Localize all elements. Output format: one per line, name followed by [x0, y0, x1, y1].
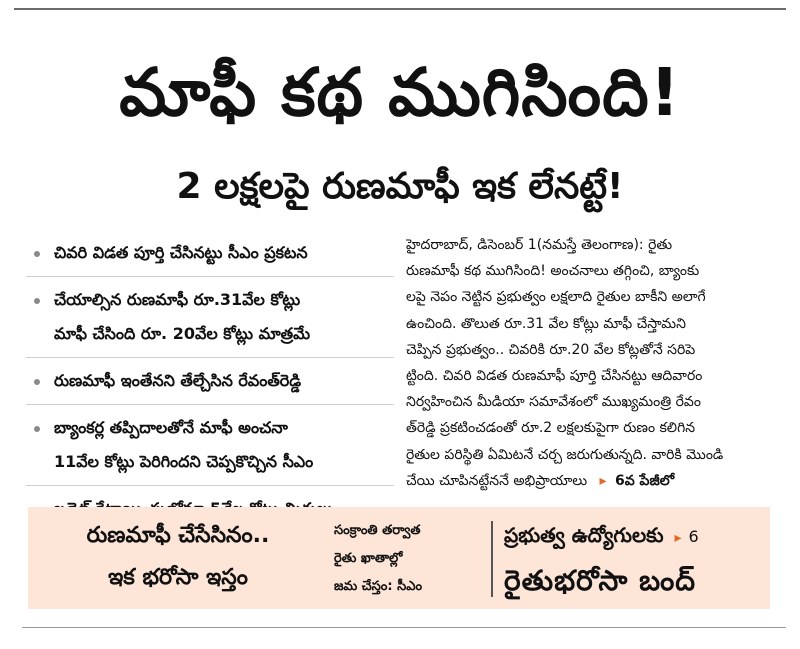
bullet-text: మాఫీ చేసింది రూ. 20వేల కోట్లు మాత్రమే	[54, 324, 311, 343]
bullet-item	[26, 357, 394, 404]
bullet-item	[26, 230, 394, 276]
story-line: రైతుల పరిస్థితి ఏమిటనే చర్చ జరుగుతున్నది. వారికి మొండి	[406, 446, 724, 463]
story-line: ఉంచింది. తొలుత రూ.31 వేల కోట్లు మాఫీ చేస్తామని	[406, 315, 686, 332]
story-line: చెప్పిన ప్రభుత్వం.. చివరికి రూ.20 వేల కోట్లతోనే సరిపె	[406, 341, 696, 358]
bottom-teaser-band	[28, 507, 770, 609]
story-line: లపై నెపం నెట్టిన ప్రభుత్వం లక్షలాది రైతుల బాకీని అలాగే	[406, 289, 706, 306]
bottom-rule	[22, 627, 786, 628]
teaser-divider	[491, 521, 493, 597]
teaser-left	[28, 515, 328, 599]
bullet-item	[26, 276, 394, 357]
story-last-text: చేయి చూపినట్టేననే అభిప్రాయాలు	[406, 472, 588, 489]
bullet-text: రుణమాఫీ ఇంతేనని తేల్చేసిన రేవంత్‌రెడ్డి	[54, 371, 302, 390]
story-line: త్‌రెడ్డి ప్రకటించడంతో రూ.2 లక్షలకుపైగా రుణం కలిగిన	[406, 420, 696, 437]
bullet-list	[26, 230, 394, 532]
story-body	[406, 232, 774, 494]
bullet-item	[26, 404, 394, 485]
teaser-right-line1: ప్రభుత్వ ఉద్యోగులకు	[504, 523, 664, 547]
teaser-left-line: ఇక భరోసా ఇస్తం	[108, 565, 248, 590]
story-line: నిర్వహించిన మీడియా సమావేశంలో ముఖ్యమంత్రి రేవం	[406, 394, 701, 411]
bullet-text: చివరి విడత పూర్తి చేసినట్టు సీఎం ప్రకటన	[54, 243, 308, 262]
bullet-text: 11వేల కోట్లు పెరిగిందని చెప్పకొచ్చిన సీఎం	[54, 452, 314, 471]
headline: మాఫీ కథ ముగిసింది!	[119, 54, 681, 131]
teaser-mid	[334, 517, 484, 601]
continued-arrow-icon: ▸	[599, 472, 607, 489]
teaser-right-line2: రైతుభరోసా బంద్	[504, 564, 697, 597]
story-line: రుణమాఫీ కథ ముగిసింది! అంచనాలు తగ్గించి, బ్యాంకు	[406, 263, 700, 280]
bullet-dot-icon	[34, 379, 40, 385]
teaser-left-line: రుణమాఫీ చేసేసినం..	[86, 523, 270, 548]
page-arrow-icon: ▸	[674, 530, 682, 546]
teaser-right-title	[504, 515, 766, 558]
subheadline: 2 లక్షలపై రుణమాఫీ ఇక లేనట్టే!	[176, 166, 624, 207]
story-line: ట్టింది. చివరి విడత రుణమాఫీ పూర్తి చేసినట్టు ఆదివారం	[406, 368, 703, 385]
teaser-right[interactable]	[504, 515, 766, 604]
teaser-mid-line: జమ చేస్తం: సీఎం	[334, 579, 423, 594]
teaser-mid-line: రైతు ఖాతాల్లో	[334, 551, 403, 566]
bullet-text: చేయాల్సిన రుణమాఫీ రూ.31వేల కోట్లు	[54, 290, 301, 309]
bullet-dot-icon	[34, 426, 40, 432]
bullet-dot-icon	[34, 298, 40, 304]
teaser-mid-line: సంక్రాంతి తర్వాత	[334, 523, 421, 538]
teaser-page-number: 6	[688, 527, 699, 546]
story-line: హైదరాబాద్, డిసెంబర్ 1(నమస్తే తెలంగాణ): రైతు	[406, 237, 673, 253]
bullet-text: బ్యాంకర్ల తప్పిదాలతోనే మాఫీ అంచనా	[54, 418, 288, 437]
bullet-dot-icon	[34, 251, 40, 257]
story-last-line	[406, 468, 774, 494]
top-rule	[14, 8, 786, 10]
page-reference-link[interactable]: 6వ పేజీలో	[614, 472, 675, 489]
